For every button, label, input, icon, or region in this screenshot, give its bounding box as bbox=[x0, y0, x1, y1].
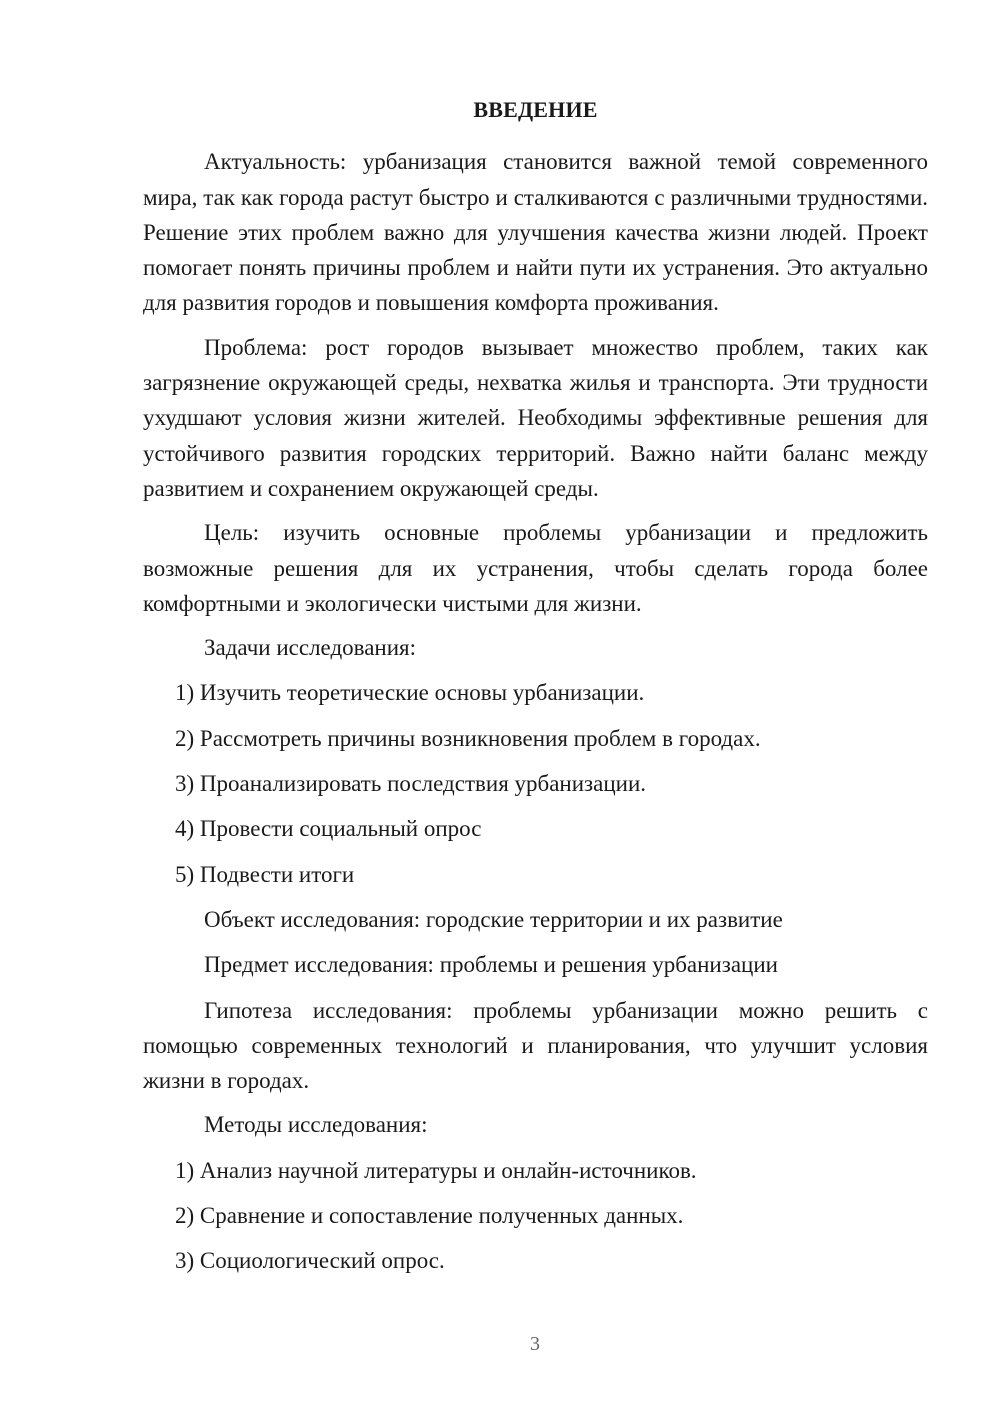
method-item: 2) Сравнение и сопоставление полученных данных. bbox=[175, 1203, 684, 1229]
task-item: 5) Подвести итоги bbox=[175, 861, 355, 887]
hypothesis-paragraph: Гипотеза исследования: проблемы урбанизации можно решить с помощью современных технологий и планирования, что улучшит условия жизни в городах. bbox=[143, 997, 928, 1094]
research-subject: Предмет исследования: проблемы и решения урбанизации bbox=[204, 952, 778, 978]
methods-heading: Методы исследования: bbox=[204, 1112, 428, 1138]
document-page bbox=[143, 92, 928, 1289]
problem-paragraph: Проблема: рост городов вызывает множество проблем, таких как загрязнение окружающей среды, нехватка жилья и транспорта. Эти трудности ухудшают условия жизни жителей. Необходимы эффективные решения для устойчивого развития городских территорий. Важно найти баланс между развитием и сохранением окружающей среды. bbox=[143, 334, 928, 501]
task-item: 2) Рассмотреть причины возникновения проблем в городах. bbox=[175, 725, 761, 751]
method-item: 3) Социологический опрос. bbox=[175, 1248, 445, 1274]
task-item: 3) Проанализировать последствия урбанизации. bbox=[175, 771, 647, 797]
task-item: 1) Изучить теоретические основы урбанизации. bbox=[175, 680, 645, 706]
page-number: 3 bbox=[530, 1333, 540, 1355]
goal-paragraph: Цель: изучить основные проблемы урбанизации и предложить возможные решения для их устранения, чтобы сделать города более комфортными и экологически чистыми для жизни. bbox=[143, 520, 928, 616]
section-title: ВВЕДЕНИЕ bbox=[473, 97, 598, 122]
tasks-heading: Задачи исследования: bbox=[204, 635, 417, 661]
task-item: 4) Провести социальный опрос bbox=[175, 816, 482, 842]
method-item: 1) Анализ научной литературы и онлайн-источников. bbox=[175, 1157, 697, 1183]
research-object: Объект исследования: городские территории и их развитие bbox=[204, 906, 783, 932]
relevance-paragraph: Актуальность: урбанизация становится важной темой современного мира, так как города растут быстро и сталкиваются с различными трудностями. Решение этих проблем важно для улучшения качества жизни людей. Проект помогает понять причины проблем и найти пути их устранения. Это актуально для развития городов и повышения комфорта проживания. bbox=[143, 149, 928, 316]
